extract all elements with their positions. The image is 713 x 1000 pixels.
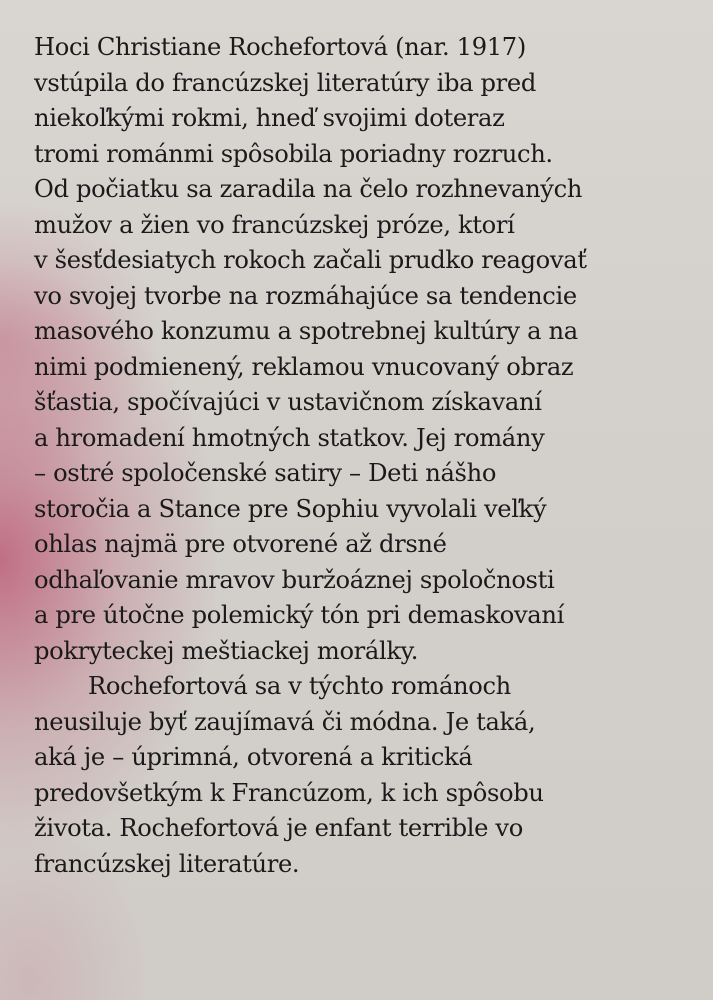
text-line: predovšetkým k Francúzom, k ich spôsobu: [34, 778, 544, 807]
text-line: tromi románmi spôsobila poriadny rozruch.: [34, 139, 553, 168]
body-text: [34, 30, 706, 882]
text-line: storočia a Stance pre Sophiu vyvolali veľký: [34, 494, 547, 523]
text-line: masového konzumu a spotrebnej kultúry a na: [34, 317, 578, 345]
text-line: Od počiatku sa zaradila na čelo rozhnevaných: [34, 175, 583, 203]
text-line: pokryteckej meštiackej morálky.: [34, 636, 419, 665]
text-line: života. Rochefortová je enfant terrible vo: [34, 814, 523, 842]
text-line: neusiluje byť zaujímavá či módna. Je taká,: [34, 707, 536, 736]
text-line: vstúpila do francúzskej literatúry iba pred: [34, 68, 536, 97]
text-line: šťastia, spočívajúci v ustavičnom získavaní: [34, 388, 542, 416]
text-line: Hoci Christiane Rochefortová (nar. 1917): [34, 33, 526, 61]
text-line: nimi podmienený, reklamou vnucovaný obraz: [34, 352, 574, 381]
text-line: mužov a žien vo francúzskej próze, ktorí: [34, 210, 515, 239]
paragraph-2: [34, 669, 706, 882]
text-line: a hromadení hmotných statkov. Jej romány: [34, 423, 545, 452]
paragraph-1: [34, 30, 706, 669]
text-line: odhaľovanie mravov buržoáznej spoločnosti: [34, 565, 555, 594]
text-line: Rochefortová sa v týchto románoch: [88, 672, 511, 700]
text-line: francúzskej literatúre.: [34, 849, 300, 878]
text-line: niekoľkými rokmi, hneď svojimi doteraz: [34, 104, 505, 132]
text-line: a pre útočne polemický tón pri demaskovaní: [34, 601, 564, 629]
text-line: vo svojej tvorbe na rozmáhajúce sa tendencie: [34, 281, 577, 310]
text-line: – ostré spoločenské satiry – Deti nášho: [34, 459, 497, 487]
text-line: aká je – úprimná, otvorená a kritická: [34, 743, 473, 771]
text-line: ohlas najmä pre otvorené až drsné: [34, 530, 447, 558]
text-line: v šesťdesiatych rokoch začali prudko reagovať: [34, 246, 587, 274]
